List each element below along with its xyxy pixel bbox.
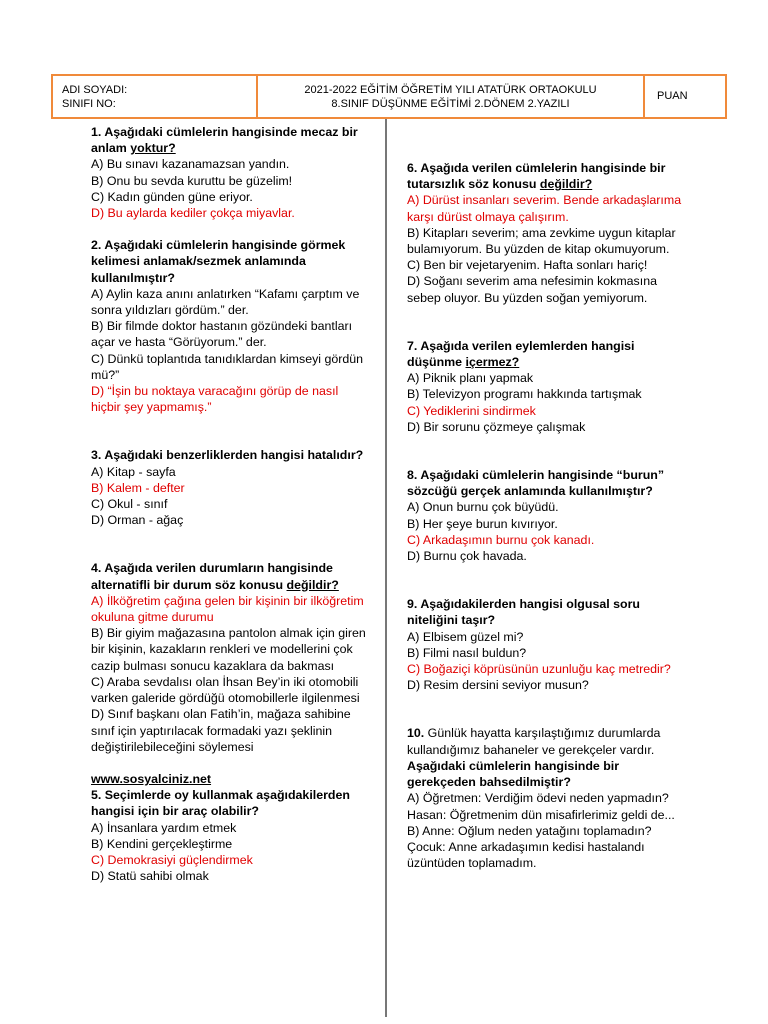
option-b: B) Filmi nasıl buldun? [407,645,527,660]
exam-title-line1: 2021-2022 EĞİTİM ÖĞRETİM YILI ATATÜRK ORTAOKULU [304,84,597,96]
option-a: A) Aylin kaza anını anlatırken “Kafamı çarptım ve sonra yıldızları gördüm.” der. [91,286,360,318]
name-label: ADI SOYADI: [62,84,128,96]
class-label: SINIFI NO: [62,98,116,110]
option-b: B) Her şeye burun kıvırıyor. [407,516,558,531]
question-stem: Aşağıdaki cümlelerin hangisinde bir gerekçeden bahsedilmiştir? [407,758,620,790]
option-d: D) Soğanı severim ama nefesimin kokmasına sebep oluyor. Bu yüzden soğan yemiyorum. [407,274,657,305]
option-b-reply: Çocuk: Anne arkadaşımın kedisi hastalandı üzüntüden toplamadım. [407,839,645,871]
option-c-answer: C) Yediklerini sindirmek [407,403,536,418]
option-b: B) Bir giyim mağazasına pantolon almak için giren bir kişinin, kazakların renkleri ve modellerini çok cazip bulması sonucu kazaklara da bakması [91,626,366,673]
score-cell [645,76,725,117]
question-stem: 4. Aşağıda verilen durumların hangisinde alternatifli bir durum söz konusu değildir? [91,561,339,592]
right-column [407,160,687,871]
left-column [91,124,371,884]
option-b-answer: B) Kalem - defter [91,480,185,495]
option-d: D) Resim dersini seviyor musun? [407,678,589,693]
question-4 [91,560,371,754]
option-d: D) Burnu çok havada. [407,549,527,564]
option-a: A) Öğretmen: Verdiğim ödevi neden yapmadın? [407,791,669,806]
question-2 [91,237,371,415]
score-label: PUAN [657,90,688,102]
option-b: B) Onu bu sevda kuruttu be güzelim! [91,173,293,188]
option-d-answer: D) “İşin bu noktaya varacağını görüp de nasıl hiçbir şey yapmamış.” [91,384,339,415]
question-8 [407,467,687,564]
question-stem: 7. Aşağıda verilen eylemlerden hangisi düşünme içermez? [407,338,635,370]
option-d: D) Sınıf başkanı olan Fatih’in, mağaza sahibine sınıf için yaptırılacak formadaki yazı şeklinin değiştirilebileceğini söylemesi [91,707,351,754]
question-7 [407,338,687,435]
question-stem: 1. Aşağıdaki cümlelerin hangisinde mecaz bir anlam yoktur? [91,125,358,156]
question-stem: 2. Aşağıdaki cümlelerin hangisinde görmek kelimesi anlamak/sezmek anlamında kullanılmıştır? [91,238,346,285]
option-d: D) Orman - ağaç [91,513,184,528]
question-10 [407,725,687,871]
question-5 [91,771,371,884]
option-b: B) Bir filmde doktor hastanın gözündeki bantları açar ve hasta “Görüyorum.” der. [91,319,353,350]
option-b: B) Kendini gerçekleştirme [91,836,233,851]
option-c: C) Araba sevdalısı olan İhsan Bey’in iki otomobili varken galeride gördüğü otomobillerle ilgilenmesi [91,674,360,706]
option-a: A) Piknik planı yapmak [407,371,534,386]
option-a: A) Onun burnu çok büyüdü. [407,500,559,515]
option-b: B) Kitapları severim; ama zevkime uygun kitaplar bulamıyorum. Bu yüzden de kitap okumuyorum. [407,225,676,257]
exam-header [51,74,727,119]
option-b: B) Televizyon programı hakkında tartışmak [407,387,642,402]
question-9 [407,596,687,693]
option-a: A) Bu sınavı kazanamazsan yandın. [91,157,290,172]
question-intro: 10. Günlük hayatta karşılaştığımız durumlarda kullandığımız bahaneler ve gerekçeler vardır. [407,726,661,757]
option-c: C) Ben bir vejetaryenim. Hafta sonları hariç! [407,258,648,273]
question-6 [407,160,687,306]
option-a: A) İnsanlara yardım etmek [91,820,237,835]
option-c: C) Dünkü toplantıda tanıdıklardan kimseyi gördün mü?” [91,351,364,382]
option-c: C) Kadın günden güne eriyor. [91,189,253,204]
question-stem: 6. Aşağıda verilen cümlelerin hangisinde bir tutarsızlık söz konusu değildir? [407,161,666,192]
option-a: A) Kitap - sayfa [91,464,176,479]
option-a-answer: A) Dürüst insanları severim. Bende arkadaşlarıma karşı dürüst olmaya çalışırım. [407,193,682,224]
option-c-answer: C) Boğaziçi köprüsünün uzunluğu kaç metredir? [407,662,671,677]
question-stem: 5. Seçimlerde oy kullanmak aşağıdakilerden hangisi için bir araç olabilir? [91,788,350,819]
option-d-answer: D) Bu aylarda kediler çokça miyavlar. [91,206,295,221]
option-c-answer: C) Demokrasiyi güçlendirmek [91,852,253,867]
option-c: C) Okul - sınıf [91,497,168,512]
option-d: D) Statü sahibi olmak [91,869,209,884]
question-1 [91,124,371,221]
exam-title-line2: 8.SINIF DÜŞÜNME EĞİTİMİ 2.DÖNEM 2.YAZILI [331,98,570,110]
option-c-answer: C) Arkadaşımın burnu çok kanadı. [407,532,595,547]
option-d: D) Bir sorunu çözmeye çalışmak [407,419,586,434]
student-info-cell [53,76,258,117]
option-a: A) Elbisem güzel mi? [407,629,524,644]
column-divider [385,119,387,1017]
website-link[interactable]: www.sosyalciniz.net [91,771,212,786]
question-stem: 9. Aşağıdakilerden hangisi olgusal soru niteliğini taşır? [407,597,640,628]
question-3 [91,447,371,528]
exam-title-cell [258,76,645,117]
option-a-reply: Hasan: Öğretmenim dün misafirlerimiz geldi de... [407,807,675,822]
option-b: B) Anne: Oğlum neden yatağını toplamadın? [407,823,652,838]
question-stem: 3. Aşağıdaki benzerliklerden hangisi hatalıdır? [91,448,364,463]
option-a-answer: A) İlköğretim çağına gelen bir kişinin bir ilköğretim okuluna gitme durumu [91,593,364,625]
question-stem: 8. Aşağıdaki cümlelerin hangisinde “burun” sözcüğü gerçek anlamında kullanılmıştır? [407,468,665,499]
